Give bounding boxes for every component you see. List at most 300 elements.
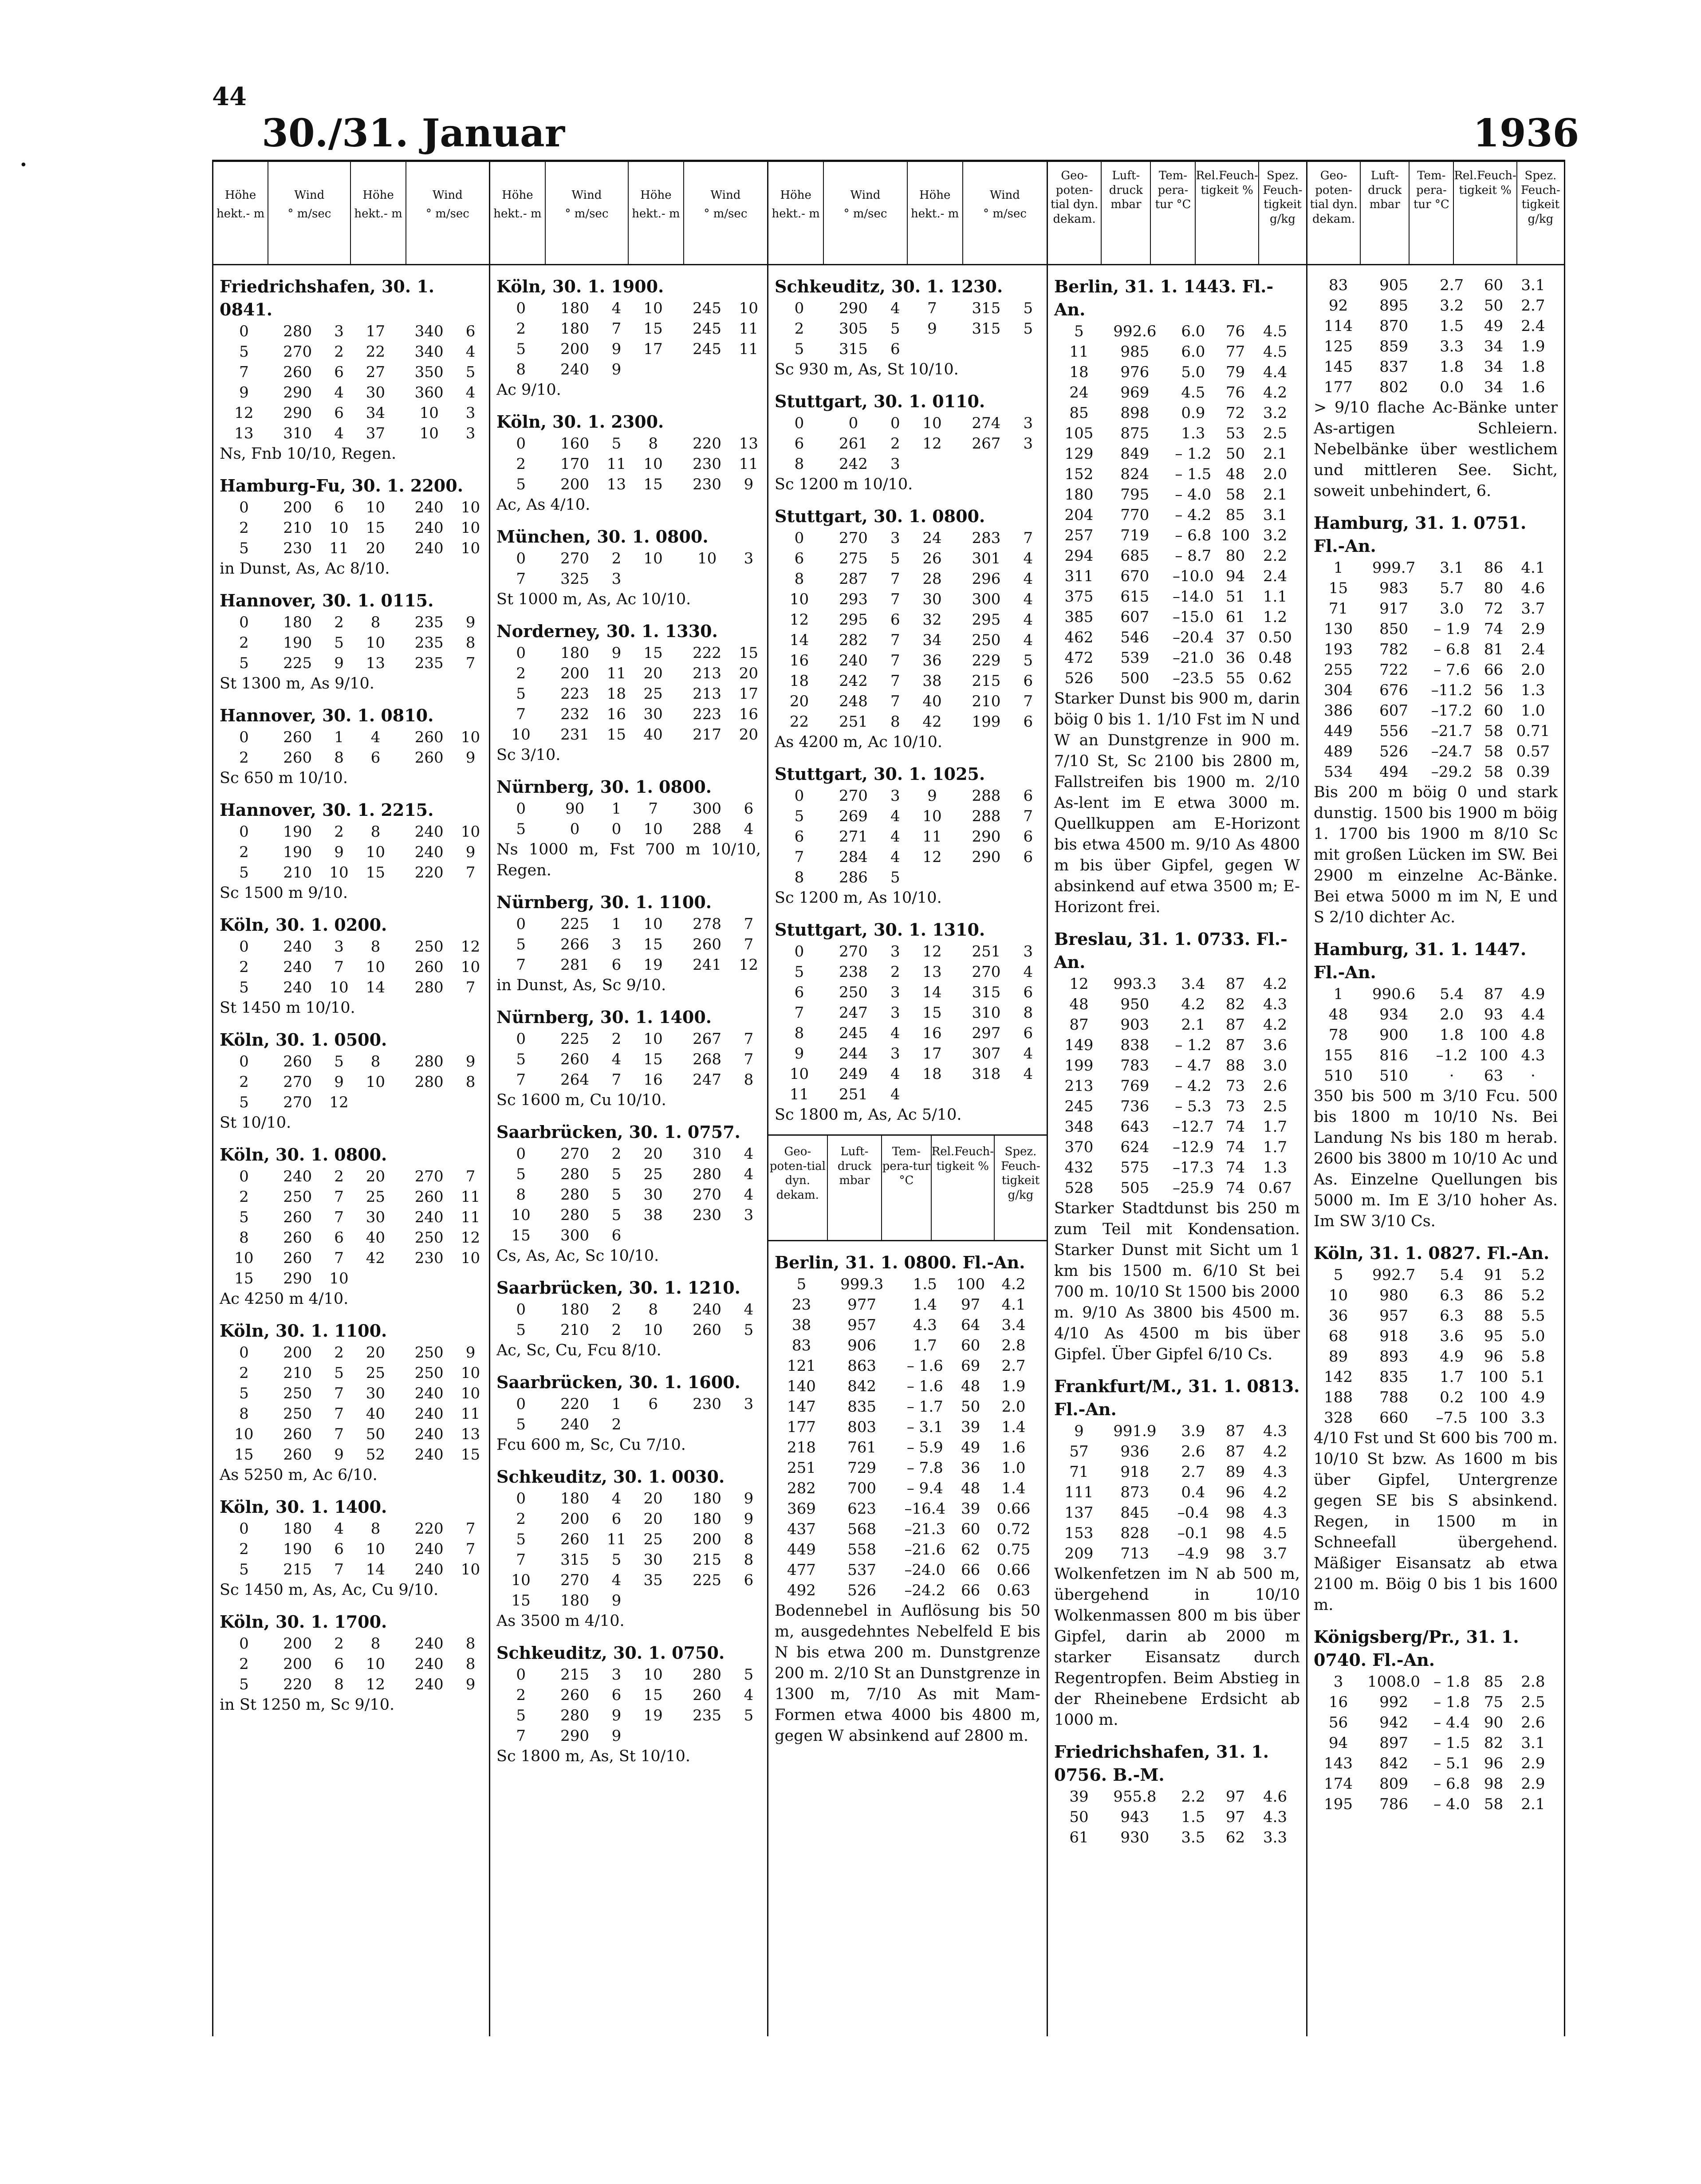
cell (677, 1225, 736, 1246)
cell: 3.1 (1440, 559, 1464, 577)
cell (1016, 867, 1040, 888)
cell: 7 (890, 652, 900, 669)
station-remark: Sc 1800 m, As, Ac 5/10. (775, 1106, 962, 1124)
cell: 85 (1225, 506, 1245, 524)
page-year: 1936 (1473, 111, 1579, 156)
station-section (496, 1465, 761, 1632)
cell: 180 (560, 644, 590, 662)
cell: 15 (511, 1227, 531, 1244)
cell: 235 (414, 614, 444, 631)
cell: 2 (611, 1030, 622, 1048)
data-rows (496, 1299, 761, 1340)
cell: 290 (283, 384, 312, 401)
station-title: München, 30. 1. 0800. (496, 527, 709, 547)
cell: 260 (414, 958, 444, 976)
cell: 10 (739, 299, 759, 317)
cell: 260 (560, 1531, 590, 1548)
cell: 12 (329, 1094, 349, 1111)
cell: 4 (1023, 590, 1033, 608)
cell: 340 (414, 323, 444, 340)
cell: 5.7 (1440, 579, 1464, 597)
cell: 0.2 (1440, 1389, 1464, 1406)
page-number: 44 (212, 82, 247, 111)
wind-row (775, 319, 1040, 339)
cell: 5 (516, 820, 526, 838)
cell: 260 (283, 1229, 312, 1247)
cell: 2 (239, 634, 249, 652)
cell: 220 (560, 1395, 590, 1413)
cell: 0 (239, 1520, 249, 1538)
wind-row (496, 799, 761, 819)
station-title: Stuttgart, 30. 1. 0800. (775, 506, 985, 526)
station-section (220, 275, 483, 464)
cell: 213 (693, 685, 722, 703)
cell: 240 (560, 1416, 590, 1433)
cell: 180 (560, 320, 590, 338)
cell: 200 (283, 1655, 312, 1673)
cell: 6 (744, 800, 754, 818)
cell: 56 (1484, 681, 1504, 699)
cell: 266 (560, 936, 590, 953)
sounding-row (1054, 484, 1300, 505)
cell: 93 (1484, 1006, 1504, 1023)
wind-row (220, 1268, 483, 1289)
cell: 783 (1120, 1057, 1150, 1074)
cell: 90 (565, 800, 585, 818)
cell: 11 (1069, 343, 1089, 361)
wind-row (775, 454, 1040, 474)
cell: 2 (516, 1510, 526, 1528)
cell: 90 (1484, 1714, 1504, 1731)
cell (351, 1092, 400, 1113)
wind-row (496, 1029, 761, 1049)
station-remark: Starker Stadtdunst bis 250 m zum Teil mit Kondensation. Starker Dunst mit Sicht um 1 km bis 1500 m. 6/10 St bei 700 m. 10/10 St 1500 bis 2000 m. 9/10 As 3800 bis 4500 m. 4/10 As 4500 m bis über Gipfel. Über Gipfel 6/10 Cs. (1054, 1200, 1300, 1363)
header-cell-feucht: Rel.Feuch-tigkeit % (932, 1136, 995, 1240)
cell: 5 (794, 963, 804, 981)
station-remark: As 3500 m 4/10. (496, 1612, 625, 1630)
cell: 2 (334, 1635, 344, 1653)
cell: 526 (1064, 669, 1094, 687)
cell: 1008.0 (1367, 1673, 1421, 1691)
header-cell-hoehe (490, 160, 546, 264)
cell: 200 (560, 476, 590, 493)
cell: – 1.2 (1175, 1036, 1212, 1054)
cell: 5 (239, 1385, 249, 1402)
cell (629, 1414, 677, 1435)
cell: 2.4 (1263, 567, 1288, 585)
header-label: Wind (432, 189, 463, 202)
cell: 489 (1324, 743, 1353, 760)
wind-row (775, 548, 1040, 569)
cell: 97 (1225, 1808, 1245, 1826)
cell: 3.1 (1263, 506, 1288, 524)
cell: 76 (1225, 323, 1245, 340)
cell: 2.6 (1521, 1714, 1545, 1731)
cell: 828 (1120, 1524, 1150, 1542)
cell: 1.7 (1263, 1118, 1288, 1136)
cell: – 1.6 (906, 1377, 943, 1395)
data-rows (1054, 1787, 1300, 1848)
cell: 14 (789, 631, 809, 649)
cell: 1.8 (1521, 358, 1545, 376)
cell: 9 (334, 1446, 344, 1464)
cell: 4 (611, 299, 622, 317)
cell: 3.2 (1263, 527, 1288, 544)
wind-row (496, 433, 761, 454)
cell: 10 (366, 634, 386, 652)
cell: –20.4 (1173, 629, 1214, 646)
cell: 2.9 (1521, 1775, 1545, 1793)
cell: 5 (611, 1551, 622, 1569)
cell: 98 (1225, 1524, 1245, 1542)
cell: 983 (1379, 579, 1408, 597)
cell: 0 (516, 1301, 526, 1318)
cell: 2.1 (1263, 445, 1288, 463)
cell: 348 (1064, 1118, 1094, 1136)
cell: 835 (1379, 1368, 1408, 1386)
header-cell-wind (406, 160, 489, 264)
cell: –29.2 (1431, 763, 1473, 781)
cell: 2 (516, 1686, 526, 1704)
cell: 225 (693, 1571, 722, 1589)
cell: – 6.8 (1433, 641, 1470, 658)
cell: –14.0 (1173, 588, 1214, 606)
header-label: Wind (294, 189, 325, 202)
cell: 20 (643, 1510, 663, 1528)
station-section (1054, 275, 1300, 918)
data-rows (496, 548, 761, 589)
cell: 0 (516, 1395, 526, 1413)
cell: 842 (1379, 1755, 1408, 1772)
station-section (496, 410, 761, 516)
cell: 280 (693, 1666, 722, 1684)
cell: 3.3 (1440, 338, 1464, 355)
cell: 0 (516, 915, 526, 933)
cell: 78 (1328, 1026, 1348, 1044)
cell: – 7.6 (1433, 661, 1470, 679)
cell: 251 (787, 1459, 816, 1477)
wind-row (775, 786, 1040, 806)
cell: 9 (465, 1344, 476, 1362)
cell: 260 (560, 1051, 590, 1068)
cell: 12 (366, 1676, 386, 1693)
cell: – 1.5 (1175, 465, 1212, 483)
cell: 100 (1479, 1368, 1508, 1386)
station-section (496, 1276, 761, 1361)
cell: 290 (560, 1727, 590, 1745)
wind-row (220, 1633, 483, 1654)
cell: –21.7 (1431, 722, 1473, 740)
data-rows (775, 298, 1040, 359)
cell: 2.9 (1521, 620, 1545, 638)
cell: 10 (366, 1073, 386, 1091)
cell: 607 (1379, 702, 1408, 720)
station-section (1314, 1242, 1558, 1616)
station-section (220, 704, 483, 789)
cell: 670 (1120, 567, 1150, 585)
cell: 96 (1225, 1484, 1245, 1501)
cell: 6 (334, 363, 344, 381)
cell: 845 (1120, 1504, 1150, 1522)
cell: 9 (611, 644, 622, 662)
sounding-row (1054, 1421, 1300, 1441)
wind-row (496, 1049, 761, 1070)
cell: 3 (1023, 943, 1033, 960)
cell: 217 (693, 726, 722, 744)
cell: 25 (366, 1364, 386, 1382)
cell (677, 1726, 736, 1746)
cell: 270 (839, 787, 868, 805)
cell: 10 (643, 550, 663, 567)
cell: 10 (643, 1666, 663, 1684)
sounding-row (1054, 1076, 1300, 1096)
cell: 1.0 (1001, 1459, 1026, 1477)
cell: 4.3 (1263, 1463, 1288, 1481)
header-cell-spez: Spez. Feuch-tigkeit g/kg (1001, 1145, 1040, 1202)
cell: 5.2 (1521, 1266, 1545, 1284)
header-label: Höhe (780, 189, 811, 202)
cell: 6 (794, 984, 804, 1001)
cell: 4 (890, 848, 900, 866)
cell: 200 (560, 665, 590, 682)
cell: 270 (283, 1073, 312, 1091)
cell: 250 (283, 1405, 312, 1423)
station-remark: Fcu 600 m, Sc, Cu 7/10. (496, 1436, 686, 1454)
wind-row (775, 433, 1040, 454)
cell: 6 (1023, 1024, 1033, 1042)
cell: 250 (414, 1229, 444, 1247)
cell: 4.4 (1521, 1006, 1545, 1023)
wind-row (496, 454, 761, 474)
cell: 7 (465, 864, 476, 881)
cell: 4 (611, 1490, 622, 1507)
cell (908, 454, 957, 474)
cell: 7 (334, 958, 344, 976)
cell: 6 (744, 1571, 754, 1589)
wind-row (220, 423, 483, 444)
cell: 36 (961, 1459, 980, 1477)
cell: 9 (611, 1727, 622, 1745)
cell: 7 (890, 693, 900, 710)
cell: 3 (890, 529, 900, 547)
cell: 71 (1328, 600, 1348, 618)
station-remark: in Dunst, As, Sc 9/10. (496, 976, 666, 994)
cell: 12 (922, 848, 942, 866)
cell (458, 1268, 483, 1289)
cell: 7 (334, 1425, 344, 1443)
cell: 722 (1379, 661, 1408, 679)
cell: 80 (1484, 579, 1504, 597)
station-title: Saarbrücken, 30. 1. 1600. (496, 1372, 740, 1392)
cell: 3 (334, 938, 344, 956)
sounding-row (1054, 974, 1300, 994)
cell: 863 (847, 1357, 877, 1375)
cell: 25 (643, 1531, 663, 1548)
cell: 315 (560, 1551, 590, 1569)
header-cell-geo: Geo-poten-tial dyn. dekam. (1048, 160, 1102, 264)
cell: 210 (283, 1364, 312, 1382)
cell: 200 (283, 499, 312, 516)
station-title: Köln, 30. 1. 1700. (220, 1612, 387, 1632)
cell: 34 (922, 631, 942, 649)
header-cell-wind (824, 160, 907, 264)
cell: 1.8 (1440, 1026, 1464, 1044)
cell: 260 (414, 1188, 444, 1206)
cell: 20 (643, 1490, 663, 1507)
station-section (496, 1121, 761, 1267)
sounding-table-header (1307, 160, 1564, 265)
sounding-row (1314, 1367, 1558, 1387)
cell: 241 (693, 956, 722, 974)
cell: –12.9 (1173, 1138, 1214, 1156)
cell: 280 (414, 1053, 444, 1070)
cell: 240 (283, 958, 312, 976)
cell: 2.0 (1440, 1006, 1464, 1023)
cell: –17.2 (1431, 702, 1473, 720)
cell: 260 (283, 1446, 312, 1464)
cell: 3 (744, 1395, 754, 1413)
sounding-row (1054, 1117, 1300, 1137)
cell: 2 (516, 665, 526, 682)
cell: 261 (839, 435, 868, 453)
cell: 280 (414, 979, 444, 996)
cell: –21.0 (1173, 649, 1214, 667)
cell: 30 (643, 705, 663, 723)
sounding-row (1314, 336, 1558, 357)
cell (736, 1414, 761, 1435)
station-title: Köln, 30. 1. 1900. (496, 276, 664, 296)
header-cell-feucht: Rel.Feuch-tigkeit % (1196, 160, 1259, 264)
cell: 260 (693, 936, 722, 953)
cell: 0 (239, 823, 249, 841)
cell: 6 (794, 435, 804, 453)
cell: 85 (1484, 1673, 1504, 1691)
cell: 60 (1484, 702, 1504, 720)
cell: 10 (643, 915, 663, 933)
cell: 250 (972, 631, 1001, 649)
cell: 0 (516, 800, 526, 818)
sounding-row (1054, 1503, 1300, 1523)
station-section (220, 1319, 483, 1486)
sounding-row (775, 1274, 1040, 1295)
cell: 8 (516, 1186, 526, 1204)
cell: 5 (516, 1321, 526, 1339)
cell: 0.66 (996, 1561, 1031, 1579)
cell: 177 (787, 1418, 816, 1436)
cell: 11 (739, 455, 759, 473)
header-unit: ° m/sec (287, 207, 331, 220)
station-section (496, 1371, 761, 1456)
cell: 1 (1333, 559, 1343, 577)
cell: 2 (611, 1145, 622, 1163)
cell: 3.1 (1521, 1734, 1545, 1752)
cell: 905 (1379, 276, 1408, 294)
data-rows (1054, 974, 1300, 1198)
cell: 79 (1225, 363, 1245, 381)
cell: 270 (560, 550, 590, 567)
cell: 0 (794, 299, 804, 317)
wind-table-header (768, 160, 1047, 265)
cell: 10 (366, 1655, 386, 1673)
cell: 270 (839, 529, 868, 547)
cell: 250 (414, 1364, 444, 1382)
cell: 3 (890, 943, 900, 960)
cell: 4.3 (1263, 1504, 1288, 1522)
cell: 4 (744, 1186, 754, 1204)
cell: 795 (1120, 486, 1150, 504)
cell: 375 (1064, 588, 1094, 606)
cell: 220 (414, 1520, 444, 1538)
sounding-row (1054, 362, 1300, 382)
cell: 7 (465, 1540, 476, 1558)
sounding-row (1314, 1066, 1558, 1086)
cell: 270 (839, 943, 868, 960)
cell: 849 (1120, 445, 1150, 463)
cell: 4 (1023, 1065, 1033, 1083)
cell: 4.1 (1001, 1296, 1026, 1314)
cell: 8 (744, 1071, 754, 1089)
cell: 6 (794, 550, 804, 567)
cell: 12 (461, 938, 480, 956)
cell: 10 (461, 1385, 480, 1402)
wind-row (775, 1084, 1040, 1105)
cell: 1.5 (1440, 317, 1464, 335)
cell: 30 (366, 384, 386, 401)
cell: 2.1 (1521, 1795, 1545, 1813)
wind-row (496, 339, 761, 359)
cell: 6.0 (1181, 323, 1205, 340)
cell: 15 (366, 519, 386, 537)
sounding-row (1314, 598, 1558, 619)
station-title: Norderney, 30. 1. 1330. (496, 621, 718, 641)
cell: 2 (334, 823, 344, 841)
cell: 48 (1328, 1006, 1348, 1023)
cell: 7 (744, 1051, 754, 1068)
data-rows (220, 1633, 483, 1695)
cell: 270 (283, 1094, 312, 1111)
cell: 2 (611, 550, 622, 567)
cell: 802 (1379, 378, 1408, 396)
cell: 180 (693, 1490, 722, 1507)
wind-row (496, 724, 761, 745)
cell: 539 (1120, 649, 1150, 667)
station-section (1314, 938, 1558, 1232)
data-rows (220, 612, 483, 673)
header-cell-feucht: Rel.Feuch-tigkeit % (1454, 160, 1517, 264)
cell: 0.39 (1516, 763, 1550, 781)
cell: 9 (744, 1510, 754, 1528)
cell: 142 (1324, 1368, 1353, 1386)
cell: 4 (890, 1024, 900, 1042)
data-rows (220, 1166, 483, 1289)
cell: 992.6 (1113, 323, 1157, 340)
cell: 16 (643, 1071, 663, 1089)
cell: 10 (419, 425, 439, 442)
cell: 5 (890, 550, 900, 567)
cell: · (1531, 1067, 1536, 1085)
cell: 240 (839, 652, 868, 669)
cell: 15 (922, 1004, 942, 1022)
cell: 1.3 (1521, 681, 1545, 699)
cell: 13 (922, 963, 942, 981)
cell: 15 (643, 644, 663, 662)
cell: 0 (239, 1168, 249, 1185)
cell: 37 (366, 425, 386, 442)
cell: 6.0 (1181, 343, 1205, 361)
wind-row (775, 589, 1040, 610)
wind-row (496, 1394, 761, 1414)
cell: 906 (847, 1337, 877, 1354)
